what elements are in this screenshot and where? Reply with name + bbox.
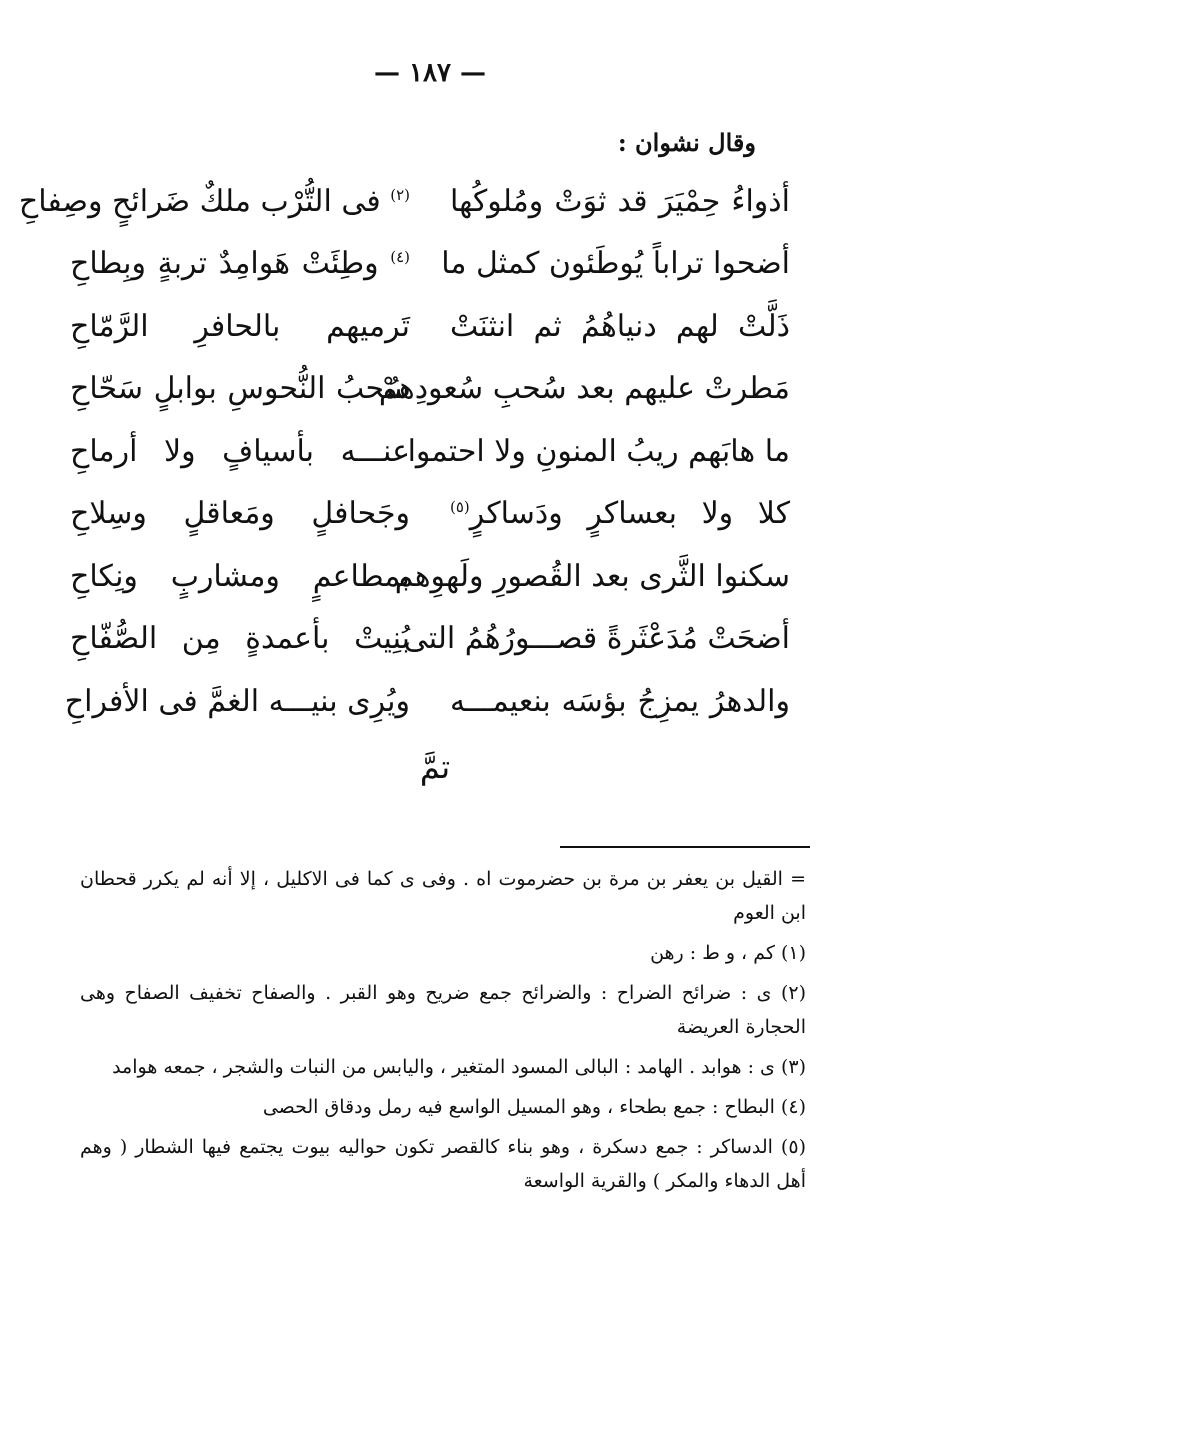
poem-intro: وقال نشوان : <box>617 128 756 157</box>
verse-3 <box>70 295 790 358</box>
footnote-continued: = القيل بن يعفر بن مرة بن حضرموت اه . وفى ى كما فى الاكليل ، إلا أنه لم يكرر قحطان ابن العوم <box>80 868 806 924</box>
footnote-5: (٥) الدساكر : جمع دسكرة ، وهو بناء كالقصر تكون حواليه بيوت يجتمع فيها الشطار ( وهم أهل الدهاء والمكر ) والقرية الواسعة <box>80 1136 806 1192</box>
hemistich-second: $^{(٤)}$ وطِئَتْ هَوامِدٌ تربةٍ وبِطاحِ <box>70 246 410 282</box>
verse-8 <box>70 608 790 671</box>
verse-6 <box>70 483 790 546</box>
hemistich-first: أذواءُ حِمْيَرَ قد ثوَتْ ومُلوكُها <box>450 183 790 219</box>
hemistich-first: ما هابَهم ريبُ المنونِ ولا احتموا <box>407 433 790 469</box>
hemistich-second: سُحبُ النُّحوسِ بوابلٍ سَحّاحِ <box>70 371 410 407</box>
hemistich-second: بُنِيتْ بأعمدةٍ مِن الصُّفّاحِ <box>70 621 410 657</box>
verse-7 <box>70 545 790 608</box>
hemistich-first: سكنوا الثَّرى بعد القُصورِ ولَهوِهم <box>394 558 790 594</box>
hemistich-first: أضحوا تراباً يُوطَئون كمثل ما <box>441 246 790 282</box>
page-number: — ١٨٧ — <box>373 58 487 88</box>
footnote-2: (٢) ى : ضرائح الضراح : والضرائح جمع ضريح وهو القبر . والصفاح تخفيف الصفاح وهى الحجارة العريضة <box>80 982 806 1038</box>
hemistich-second: وجَحافلٍ ومَعاقلٍ وسِلاحِ <box>70 496 410 532</box>
footnote-ref: (٥) <box>450 498 470 517</box>
footnote-3: (٣) ى : هوابد . الهامد : البالى المسود المتغير ، واليابس من النبات والشجر ، جمعه هوامد <box>112 1056 806 1078</box>
verse-9 <box>64 670 790 733</box>
verse-4 <box>70 358 790 421</box>
hemistich-second: بمطاعمٍ ومشاربٍ ونِكاحِ <box>70 558 410 594</box>
hemistich-first: أضحَتْ مُدَعْثَرةً قصـــورُهُمُ التى <box>403 621 790 657</box>
hemistich-first: كلا ولا بعساكرٍ ودَساكرٍ$^{(٥)}$ <box>450 496 790 532</box>
hemistich-first: والدهرُ يمزِجُ بؤسَه بنعيمـــه <box>450 683 790 719</box>
verse-1 <box>18 170 790 233</box>
footnote-1: (١) كم ، و ط : رهن <box>650 942 806 964</box>
hemistich-first: مَطرتْ عليهم بعد سُحبِ سُعودِهمْ <box>378 371 790 407</box>
hemistich-first: ذَلَّتْ لهم دنياهُمُ ثم انثنَتْ <box>450 308 790 344</box>
footnote-ref: (٤) <box>390 248 410 267</box>
closing-word: تمَّ <box>419 748 451 786</box>
poem <box>18 170 790 733</box>
verse-2 <box>70 233 790 296</box>
footnotes <box>80 862 806 1204</box>
footnote-4: (٤) البطاح : جمع بطحاء ، وهو المسيل الواسع فيه رمل ودقاق الحصى <box>262 1096 806 1118</box>
hemistich-second: ويُرِى بنيـــه الغمَّ فى الأفراحِ <box>64 683 410 719</box>
verse-5 <box>70 420 790 483</box>
hemistich-second: تَرميهم بالحافرِ الرَّمّاحِ <box>70 308 410 344</box>
hemistich-second: عنـــه بأسيافٍ ولا أرماحِ <box>70 433 410 469</box>
hemistich-second: $^{(٢)}$ فى التُّرْب ملكٌ ضَرائحٍ وصِفاحِ <box>18 183 410 219</box>
footnote-divider <box>560 846 810 848</box>
footnote-ref: (٢) <box>390 185 410 204</box>
